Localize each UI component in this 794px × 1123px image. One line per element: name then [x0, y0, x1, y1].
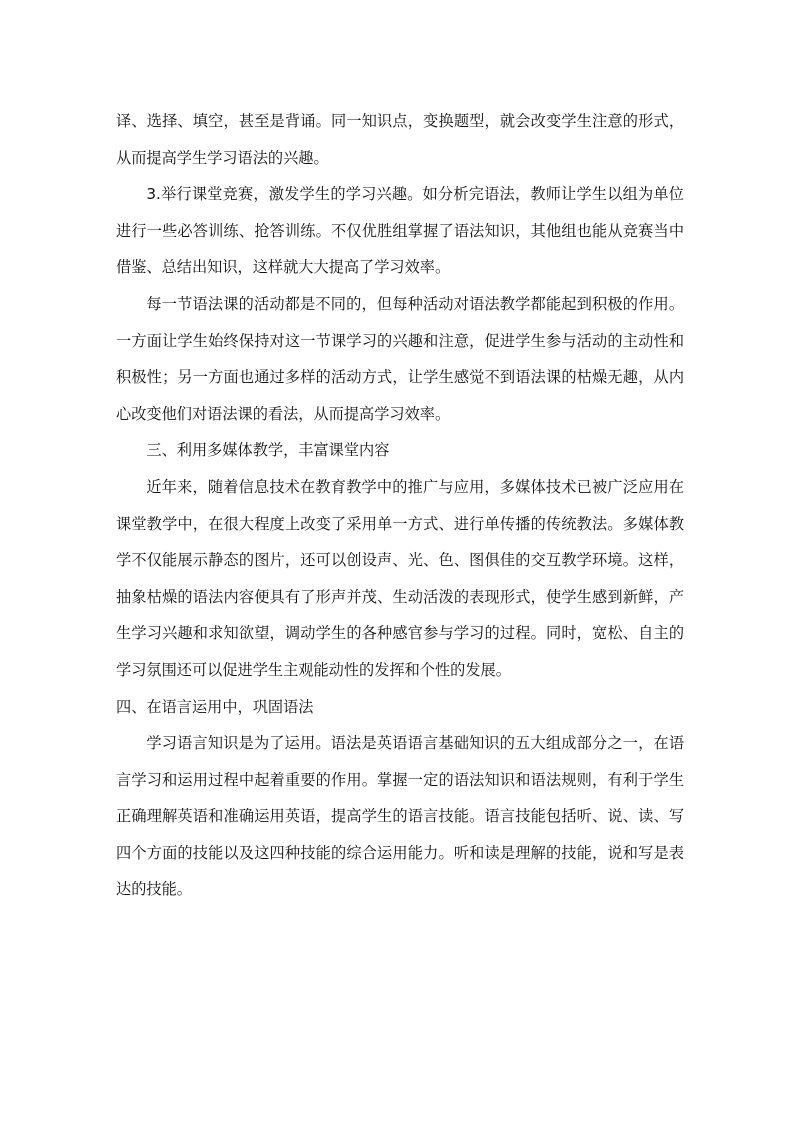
- section-heading-multimedia: 三、利用多媒体教学，丰富课堂内容: [146, 441, 390, 460]
- paragraph-continuation: 译、选择、填空，甚至是背诵。同一知识点，变换题型，就会改变学生注意的形式，从而提高学生学习语法的兴趣。: [116, 112, 684, 167]
- section-heading-language-use: 四、在语言运用中，巩固语法: [116, 697, 314, 716]
- paragraph-activities-summary: 每一节语法课的活动都是不同的，但每种活动对语法教学都能起到积极的作用。一方面让学生始终保持对这一节课学习的兴趣和注意，促进学生参与活动的主动性和积极性；另一方面也通过多样的活动方式，让学生感觉不到语法课的枯燥无趣，从内心改变他们对语法课的看法，从而提高学习效率。: [116, 294, 684, 423]
- paragraph-language-use: 学习语言知识是为了运用。语法是英语语言基础知识的五大组成部分之一，在语言学习和运用过程中起着重要的作用。掌握一定的语法知识和语法规则，有利于学生正确理解英语和准确运用英语，提高学生的语言技能。语言技能包括听、说、读、写四个方面的技能以及这四种技能的综合运用能力。听和读是理解的技能，说和写是表达的技能。: [116, 734, 684, 899]
- paragraph-classroom-competition: 3.举行课堂竞赛，激发学生的学习兴趣。如分析完语法，教师让学生以组为单位进行一些必答训练、抢答训练。不仅优胜组掌握了语法知识，其他组也能从竞赛当中借鉴、总结出知识，这样就大大提高了学习效率。: [116, 185, 684, 277]
- document-body: [116, 103, 684, 908]
- paragraph-multimedia: 近年来，随着信息技术在教育教学中的推广与应用，多媒体技术已被广泛应用在课堂教学中，在很大程度上改变了采用单一方式、进行单传播的传统教法。多媒体教学不仅能展示静态的图片，还可以创设声、光、色、图俱佳的交互教学环境。这样，抽象枯燥的语法内容便具有了形声并茂、生动活泼的表现形式，使学生感到新鲜，产生学习兴趣和求知欲望，调动学生的各种感官参与学习的过程。同时，宽松、自主的学习氛围还可以促进学生主观能动性的发挥和个性的发展。: [116, 477, 684, 679]
